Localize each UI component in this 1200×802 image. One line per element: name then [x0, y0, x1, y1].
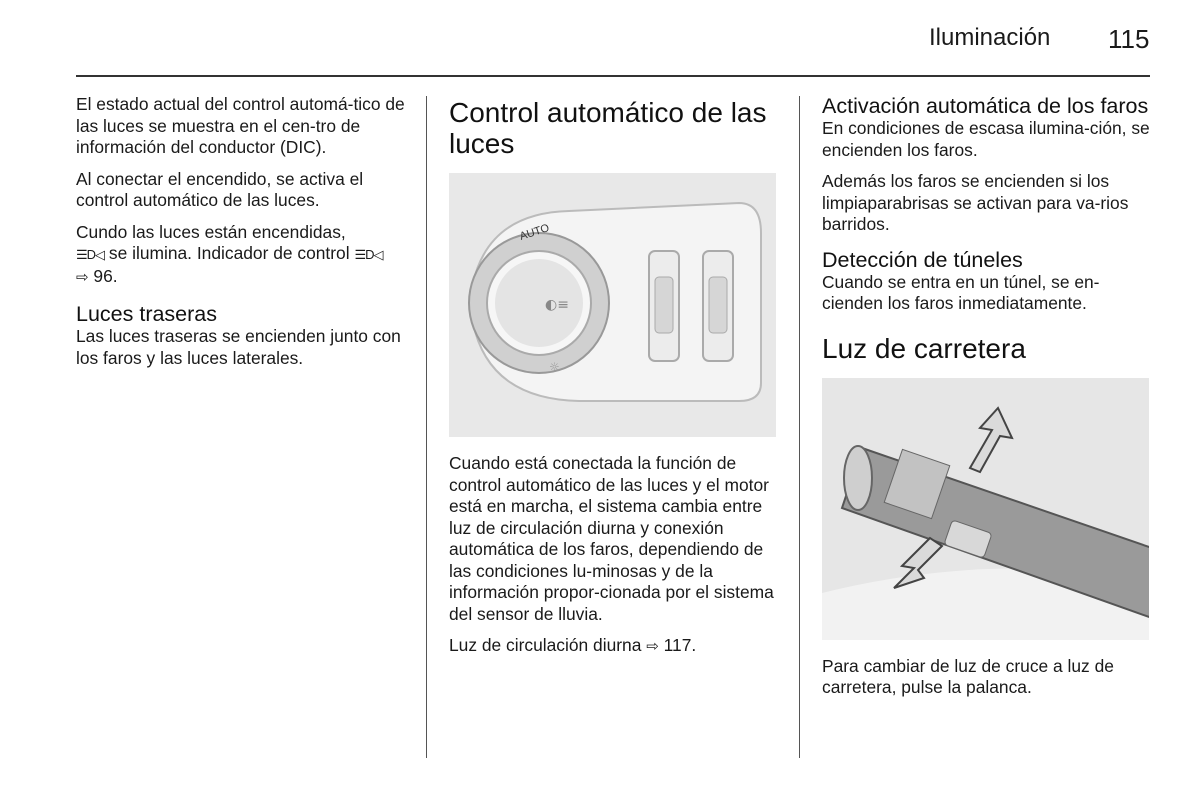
paragraph-ignition: Al conectar el encendido, se activa el control automático de las luces. — [76, 168, 364, 210]
light-switch-illustration — [449, 173, 776, 437]
heading-luz-carretera: Luz de carretera — [822, 332, 1026, 364]
text-drl: Luz de circulación diurna — [449, 635, 642, 655]
text-lights-on-b: se ilumina. Indicador de control — [108, 243, 350, 263]
paragraph-high-beam: Para cambiar de luz de cruce a luz de carretera, pulse la palanca. — [822, 655, 1114, 697]
auto-light-icon: ☰D◁ — [76, 247, 105, 262]
paragraph-drl-ref — [449, 635, 779, 658]
paragraph-auto-control: Cuando está conectada la función de control automático de las luces y el motor está en marcha, el sistema cambia entre luz de circulación diurna y conexión automática de los faros, dependiendo de las condiciones lu-minosas y de la información propor-cionada por el sistema del sensor de lluvia. — [449, 453, 774, 624]
column-divider-2 — [799, 96, 800, 758]
page-ref-96[interactable]: 96. — [93, 265, 118, 286]
heading-activacion: Activación automática de los faros — [822, 94, 1149, 118]
auto-light-icon: ☰D◁ — [354, 247, 383, 262]
running-header-title: Iluminación — [929, 24, 1051, 51]
ref-arrow-icon: ⇨ — [646, 638, 659, 655]
paragraph-tunnel: Cuando se entra en un túnel, se en-cienden los faros inmediatamente. — [822, 271, 1100, 313]
brightness-icon: ☼ — [549, 360, 560, 374]
column-3 — [822, 94, 1152, 709]
paragraph-tail-lights: Las luces traseras se encienden junto con los faros y las luces laterales. — [76, 326, 401, 368]
light-switch-svg — [449, 173, 776, 437]
page-number: 115 — [1108, 24, 1150, 54]
paragraph-dic-status: El estado actual del control automá-tico de las luces se muestra en el cen-tro de información del conductor (DIC). — [76, 94, 405, 157]
column-divider-1 — [426, 96, 427, 758]
column-2 — [449, 94, 779, 668]
auto-label: AUTO — [518, 222, 551, 243]
paragraph-lights-on — [76, 222, 408, 289]
page-ref-117[interactable]: 117. — [663, 635, 697, 655]
text-lights-on-a: Cundo las luces están encendidas, — [76, 221, 346, 242]
stalk-illustration — [822, 378, 1149, 640]
heading-control-automatico: Control automático de las luces — [449, 97, 767, 159]
heading-deteccion-tuneles: Detección de túneles — [822, 247, 1023, 272]
stalk-svg — [822, 378, 1149, 640]
fog-light-icon: ◐≡ — [545, 297, 569, 313]
column-1 — [76, 94, 408, 379]
heading-luces-traseras: Luces traseras — [76, 302, 218, 326]
header-rule — [76, 75, 1150, 77]
paragraph-wipers: Además los faros se encienden si los limpiaparabrisas se activan para va-rios barridos. — [822, 171, 1129, 234]
ref-arrow-icon: ⇨ — [76, 268, 89, 286]
paragraph-low-light: En condiciones de escasa ilumina-ción, se encienden los faros. — [822, 118, 1150, 160]
